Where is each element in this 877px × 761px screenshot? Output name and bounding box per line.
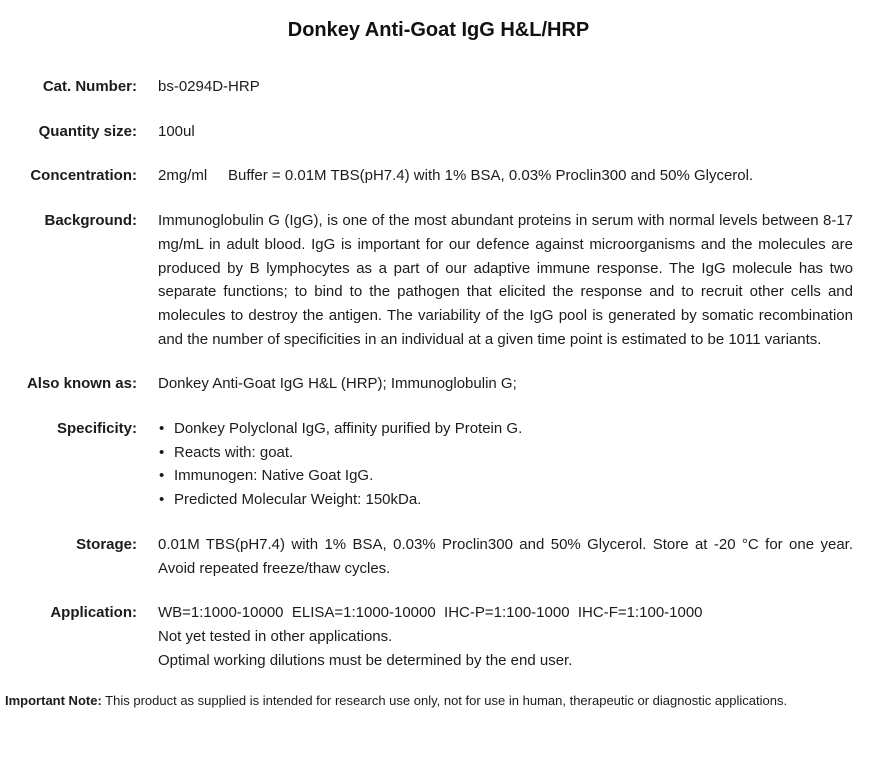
application-note-line: Not yet tested in other applications. bbox=[158, 627, 393, 645]
list-item: • Predicted Molecular Weight: 150kDa. bbox=[158, 488, 853, 512]
row-also-known-as bbox=[0, 372, 853, 396]
page-title: Donkey Anti-Goat IgG H&L/HRP bbox=[287, 19, 590, 41]
row-specificity bbox=[0, 417, 853, 512]
row-background bbox=[0, 209, 853, 351]
field-label-application: Application: bbox=[50, 604, 137, 622]
application-dilutions-line: WB=1:1000-10000 ELISA=1:1000-10000 IHC-P=1:100-1000 IHC-F=1:100-1000 bbox=[158, 604, 703, 622]
row-storage bbox=[0, 533, 853, 580]
field-value-storage: 0.01M TBS(pH7.4) with 1% BSA, 0.03% Proclin300 and 50% Glycerol. Store at -20 °C for one year. Avoid repeated freeze/thaw cycles. bbox=[158, 535, 853, 577]
field-label-background: Background: bbox=[44, 212, 137, 230]
important-note bbox=[0, 693, 877, 709]
row-cat-number bbox=[0, 75, 853, 99]
list-item: • Reacts with: goat. bbox=[158, 441, 853, 465]
field-label-concentration: Concentration: bbox=[30, 167, 137, 185]
field-label-also-known-as: Also known as: bbox=[26, 375, 137, 393]
field-value-also-known-as: Donkey Anti-Goat IgG H&L (HRP); Immunoglobulin G; bbox=[158, 375, 517, 393]
row-quantity-size bbox=[0, 120, 853, 144]
specificity-list bbox=[158, 417, 853, 512]
field-value-application bbox=[158, 601, 853, 672]
row-application bbox=[0, 601, 853, 672]
important-note-label: Important Note: bbox=[5, 693, 102, 709]
field-value-background: Immunoglobulin G (IgG), is one of the most abundant proteins in serum with normal levels between 8-17 mg/mL in adult blood. IgG is important for our defence against microorganisms and the molecules are produced by B lymphocytes as a part of our adaptive immune response. The IgG molecule has two separate functions; to bind to the pathogen that elicited the response and to recruit other cells and molecules to destroy the antigen. The variability of the IgG pool is generated by somatic recombination and the number of specificities in an individual at a given time point is estimated to be 1011 variants. bbox=[158, 212, 853, 348]
important-note-text: This product as supplied is intended for research use only, not for use in human, therapeutic or diagnostic applications. bbox=[105, 693, 788, 709]
field-label-specificity: Specificity: bbox=[56, 420, 137, 438]
field-label-quantity-size: Quantity size: bbox=[38, 122, 137, 140]
field-label-cat-number: Cat. Number: bbox=[42, 78, 137, 95]
application-dilution-advice-line: Optimal working dilutions must be determined by the end user. bbox=[158, 651, 573, 669]
field-value-specificity bbox=[158, 417, 853, 512]
datasheet-fields bbox=[0, 75, 877, 672]
list-item: • Immunogen: Native Goat IgG. bbox=[158, 464, 853, 488]
field-value-quantity-size: 100ul bbox=[158, 122, 195, 140]
field-label-storage: Storage: bbox=[76, 535, 137, 553]
row-concentration bbox=[0, 164, 853, 188]
field-value-cat-number: bs-0294D-HRP bbox=[158, 78, 260, 95]
field-value-concentration: 2mg/ml Buffer = 0.01M TBS(pH7.4) with 1% BSA, 0.03% Proclin300 and 50% Glycerol. bbox=[158, 167, 754, 185]
list-item: • Donkey Polyclonal IgG, affinity purified by Protein G. bbox=[158, 417, 853, 441]
